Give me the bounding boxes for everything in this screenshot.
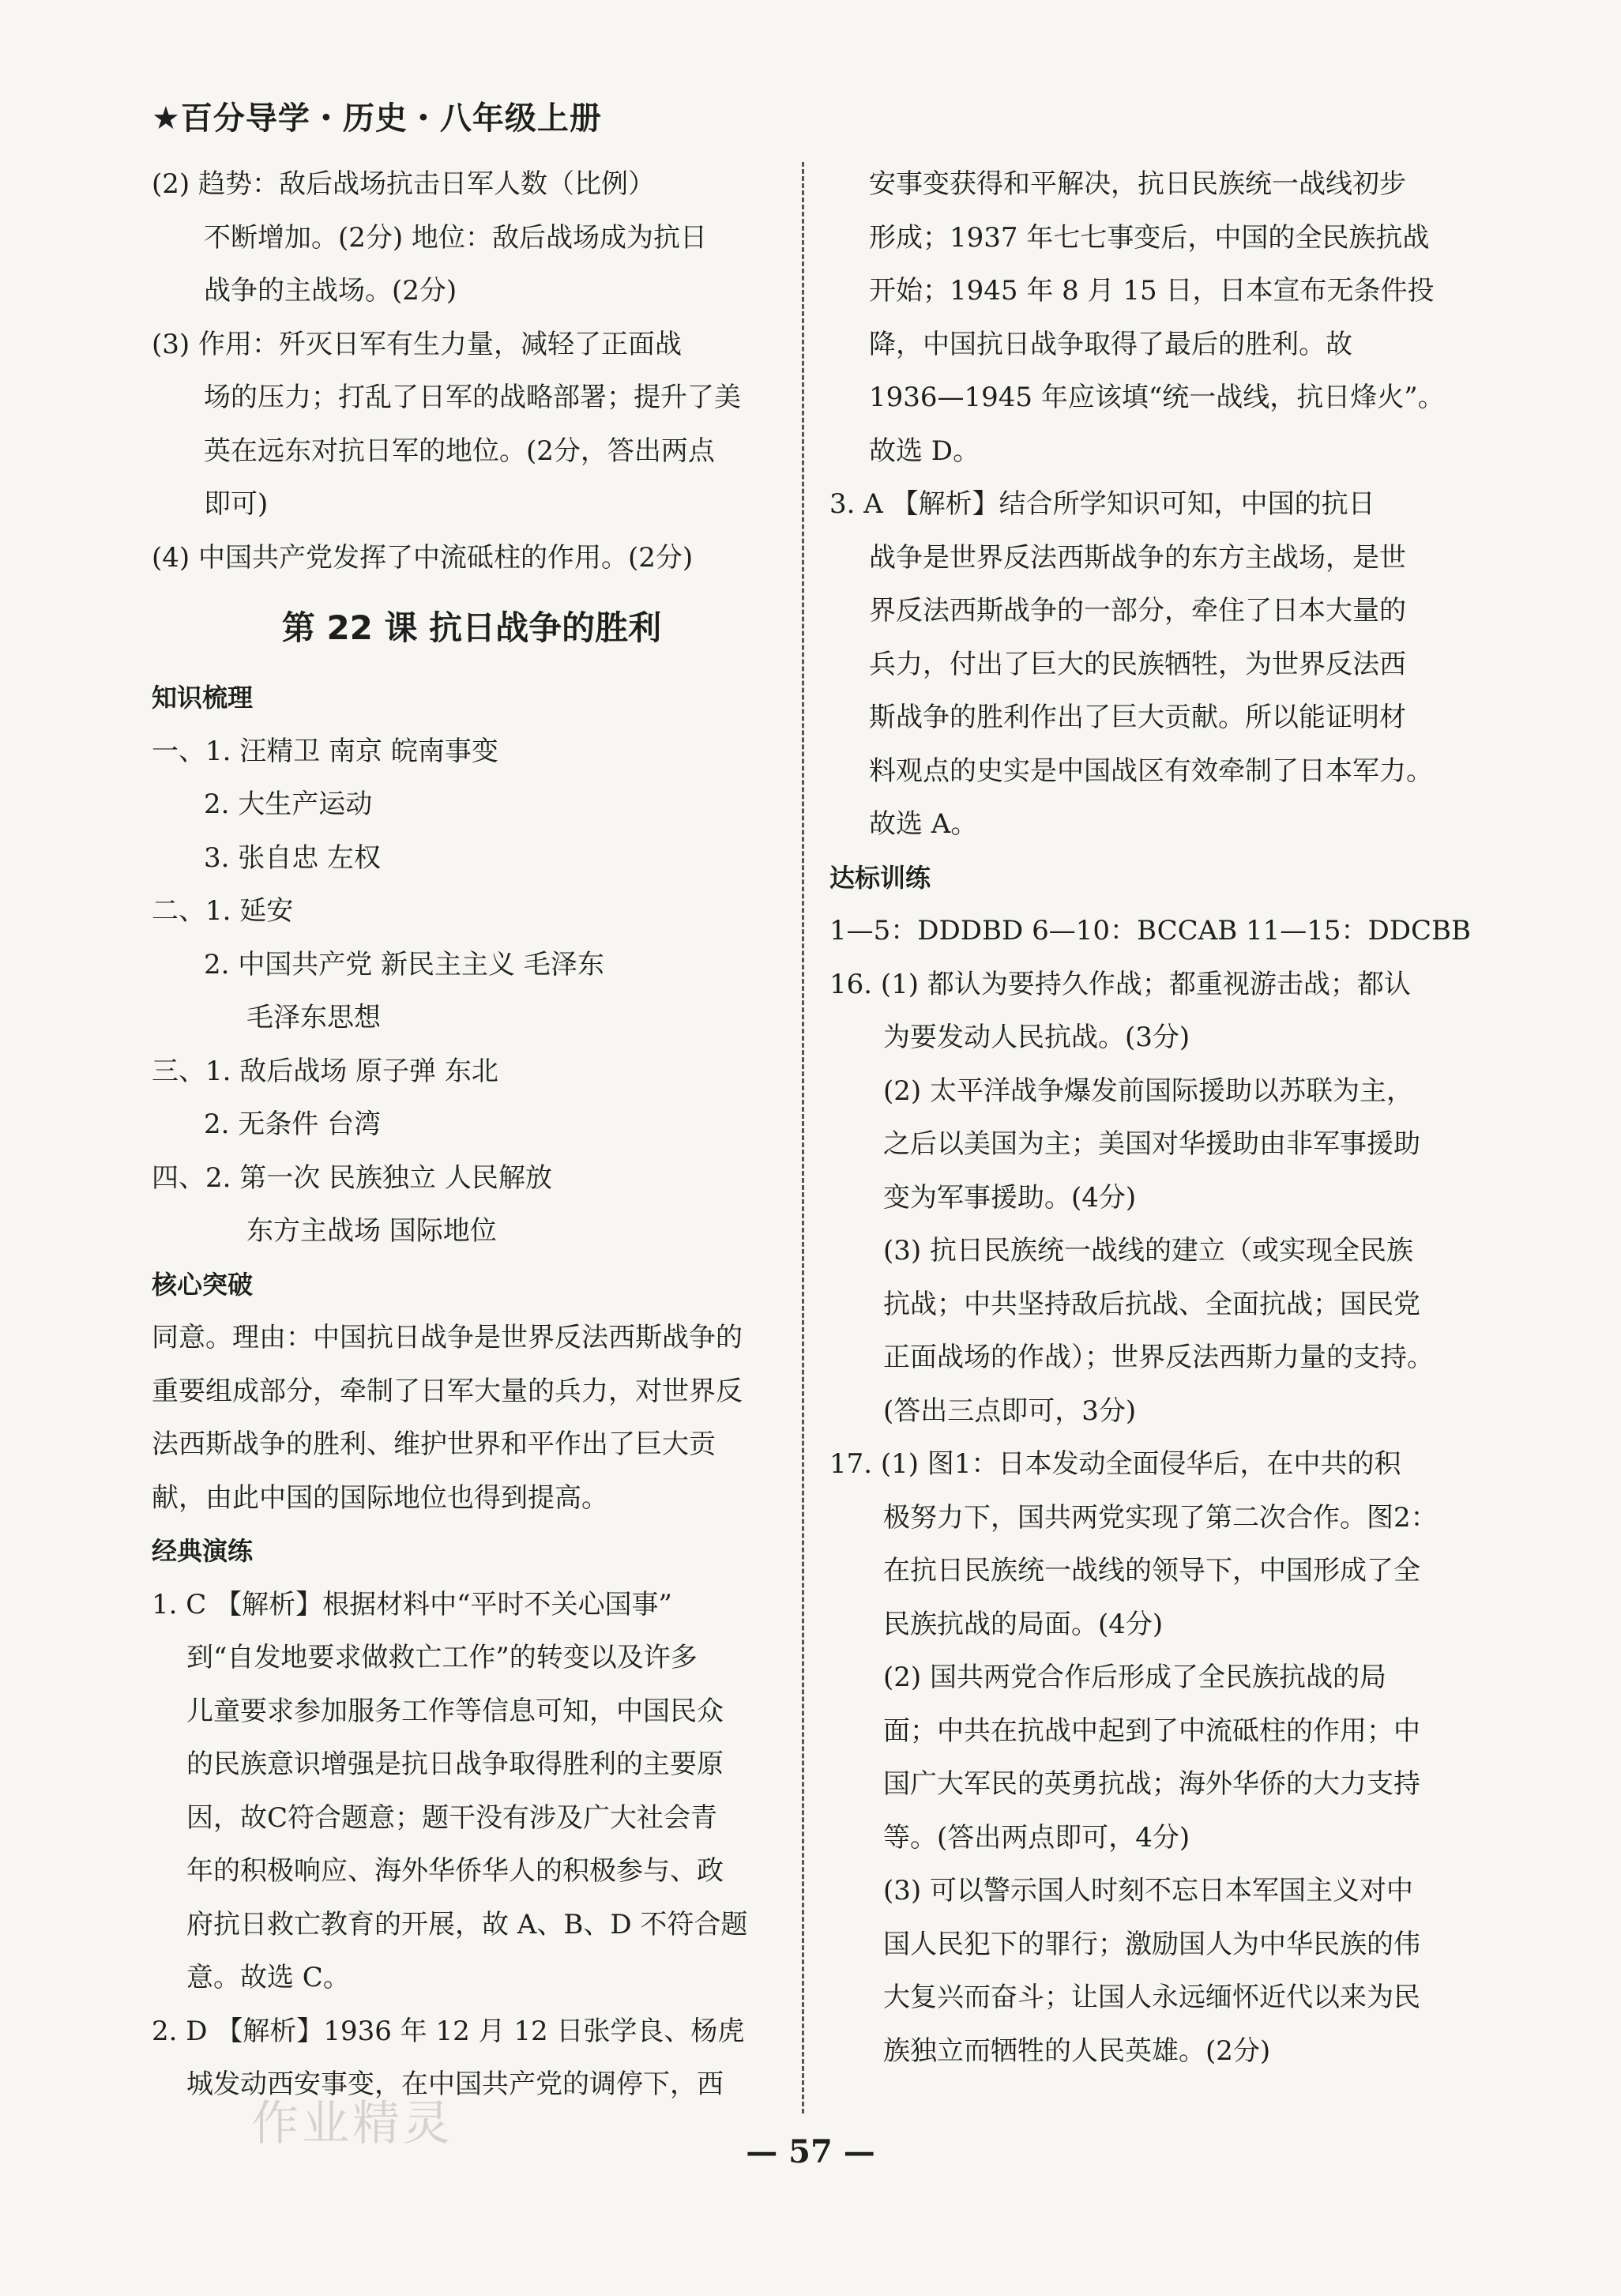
text-line: 极努力下，国共两党实现了第二次合作。图2： bbox=[883, 1501, 1438, 1534]
text-line: 2. 中国共产党 新民主主义 毛泽东 bbox=[204, 948, 604, 981]
text-line: 变为军事援助。(4分) bbox=[883, 1181, 1137, 1214]
text-line: 安事变获得和平解决，抗日民族统一战线初步 bbox=[869, 168, 1406, 200]
lesson-title: 第 22 课 抗日战争的胜利 bbox=[281, 608, 662, 647]
text-line: 意。故选 C。 bbox=[186, 1962, 350, 1993]
text-line: 大复兴而奋斗；让国人永远缅怀近代以来为民 bbox=[883, 1982, 1420, 2013]
text-line: 料观点的史实是中国战区有效牵制了日本军力。 bbox=[869, 755, 1433, 787]
text-line: (3) 抗日民族统一战线的建立（或实现全民族 bbox=[883, 1235, 1413, 1267]
text-line: 因，故C符合题意；题干没有涉及广大社会青 bbox=[186, 1801, 718, 1834]
text-line: 族独立而牺牲的人民英雄。(2分) bbox=[883, 2034, 1271, 2067]
text-line: 降，中国抗日战争取得了最后的胜利。故 bbox=[869, 328, 1352, 360]
text-line: 即可) bbox=[204, 488, 269, 520]
answer-key: 1—5：DDDBD 6—10：BCCAB 11—15：DDCBB bbox=[829, 915, 1472, 947]
text-line: 一、1. 汪精卫 南京 皖南事变 bbox=[152, 735, 498, 767]
text-line: 1. C 【解析】根据材料中“平时不关心国事” bbox=[152, 1588, 672, 1620]
text-line: 故选 D。 bbox=[869, 435, 980, 467]
text-line: 献，由此中国的国际地位也得到提高。 bbox=[152, 1481, 608, 1514]
text-line: 国人民犯下的罪行；激励国人为中华民族的伟 bbox=[883, 1928, 1420, 1960]
text-line: 17. (1) 图1：日本发动全面侵华后，在中共的积 bbox=[829, 1448, 1401, 1480]
text-line: 开始；1945 年 8 月 15 日，日本宣布无条件投 bbox=[869, 275, 1435, 307]
text-line: 到“自发地要求做救亡工作”的转变以及许多 bbox=[186, 1642, 698, 1673]
text-line: 1936—1945 年应该填“统一战线，抗日烽火”。 bbox=[869, 382, 1445, 413]
text-line: 抗战；中共坚持敌后抗战、全面抗战；国民党 bbox=[883, 1288, 1420, 1320]
text-line: 战争的主战场。(2分) bbox=[204, 275, 457, 307]
text-line: 3. A 【解析】结合所学知识可知，中国的抗日 bbox=[829, 488, 1375, 520]
text-line: (3) 作用：歼灭日军有生力量，减轻了正面战 bbox=[152, 328, 682, 360]
text-line: 为要发动人民抗战。(3分) bbox=[883, 1022, 1190, 1053]
text-line: 不断增加。(2分) 地位：敌后战场成为抗日 bbox=[204, 221, 707, 254]
watermark: 作业精灵 bbox=[251, 2096, 453, 2151]
text-line: 故选 A。 bbox=[869, 808, 978, 840]
text-line: 儿童要求参加服务工作等信息可知，中国民众 bbox=[186, 1695, 724, 1727]
left-column bbox=[152, 158, 792, 2112]
text-line: 等。(答出两点即可，4分) bbox=[883, 1821, 1190, 1854]
text-line: 场的压力；打乱了日军的战略部署；提升了美 bbox=[204, 382, 741, 413]
section-heading: 核心突破 bbox=[152, 1269, 254, 1300]
text-line: 四、2. 第一次 民族独立 人民解放 bbox=[152, 1161, 552, 1194]
text-line: 在抗日民族统一战线的领导下，中国形成了全 bbox=[883, 1555, 1420, 1586]
text-line: 斯战争的胜利作出了巨大贡献。所以能证明材 bbox=[869, 702, 1406, 733]
text-line: 民族抗战的局面。(4分) bbox=[883, 1608, 1164, 1640]
text-line: (2) 太平洋战争爆发前国际援助以苏联为主， bbox=[883, 1075, 1413, 1107]
text-line: (2) 趋势：敌后战场抗击日军人数（比例） bbox=[152, 168, 655, 200]
section-heading: 经典演练 bbox=[152, 1536, 254, 1566]
text-line: 的民族意识增强是抗日战争取得胜利的主要原 bbox=[186, 1748, 724, 1780]
text-line: 16. (1) 都认为要持久作战；都重视游击战；都认 bbox=[829, 968, 1411, 1000]
text-line: (3) 可以警示国人时刻不忘日本军国主义对中 bbox=[883, 1875, 1413, 1906]
section-heading: 知识梳理 bbox=[152, 683, 254, 713]
text-line: 面；中共在抗战中起到了中流砥柱的作用；中 bbox=[883, 1714, 1420, 1747]
text-line: 英在远东对抗日军的地位。(2分，答出两点 bbox=[204, 435, 715, 467]
text-line: (4) 中国共产党发挥了中流砥柱的作用。(2分) bbox=[152, 541, 694, 574]
text-line: 东方主战场 国际地位 bbox=[246, 1215, 497, 1247]
text-line: 战争是世界反法西斯战争的东方主战场，是世 bbox=[869, 541, 1406, 574]
text-line: 正面战场的作战）；世界反法西斯力量的支持。 bbox=[883, 1342, 1434, 1373]
column-divider bbox=[802, 162, 804, 2113]
header-title: ★百分导学・历史・八年级上册 bbox=[152, 100, 602, 137]
text-line: (答出三点即可，3分) bbox=[883, 1395, 1137, 1427]
text-line: 2. 无条件 台湾 bbox=[204, 1108, 382, 1140]
text-line: 三、1. 敌后战场 原子弹 东北 bbox=[152, 1055, 498, 1087]
section-heading: 达标训练 bbox=[829, 862, 931, 893]
text-line: 形成；1937 年七七事变后，中国的全民族抗战 bbox=[869, 221, 1430, 254]
text-line: (2) 国共两党合作后形成了全民族抗战的局 bbox=[883, 1662, 1386, 1693]
text-line: 3. 张自忠 左权 bbox=[204, 841, 382, 874]
text-line: 府抗日救亡教育的开展，故 A、B、D 不符合题 bbox=[186, 1908, 748, 1940]
text-line: 毛泽东思想 bbox=[246, 1002, 381, 1033]
text-line: 同意。理由：中国抗日战争是世界反法西斯战争的 bbox=[152, 1322, 743, 1353]
text-line: 城发动西安事变，在中国共产党的调停下，西 bbox=[186, 2068, 724, 2100]
text-line: 2. D 【解析】1936 年 12 月 12 日张学良、杨虎 bbox=[152, 2015, 745, 2047]
text-line: 兵力，付出了巨大的民族牺牲，为世界反法西 bbox=[869, 648, 1406, 680]
text-line: 界反法西斯战争的一部分，牵住了日本大量的 bbox=[869, 595, 1406, 627]
text-line: 国广大军民的英勇抗战；海外华侨的大力支持 bbox=[883, 1768, 1420, 1800]
text-line: 法西斯战争的胜利、维护世界和平作出了巨大贡 bbox=[152, 1428, 716, 1460]
page-number: — 57 — bbox=[746, 2133, 875, 2170]
right-column bbox=[829, 158, 1472, 2078]
text-line: 年的积极响应、海外华侨华人的积极参与、政 bbox=[186, 1855, 724, 1887]
text-line: 之后以美国为主；美国对华援助由非军事援助 bbox=[883, 1128, 1420, 1160]
text-line: 重要组成部分，牵制了日军大量的兵力，对世界反 bbox=[152, 1375, 743, 1407]
text-line: 二、1. 延安 bbox=[152, 895, 294, 927]
text-line: 2. 大生产运动 bbox=[204, 789, 373, 820]
